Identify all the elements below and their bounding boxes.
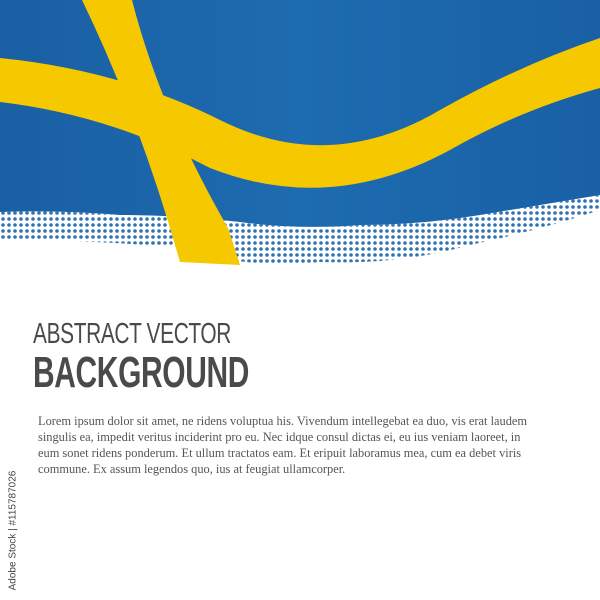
heading-line-2: BACKGROUND <box>33 348 250 397</box>
sweden-flag-graphic <box>0 0 600 290</box>
stock-credit: Adobe Stock | #115787026 <box>7 470 19 591</box>
heading-line-1: ABSTRACT VECTOR <box>33 318 232 350</box>
body-paragraph: Lorem ipsum dolor sit amet, ne ridens voluptua his. Vivendum intellegebat ea duo, vis erat laudem singulis ea, impedit veritus inciderint pro eu. Nec idque consul dictas ei, eu ius veniam laoreet, in eum sonet ridens ponderum. Et ullum tractatos eam. Et eripuit laboramus mea, cum ea debet viris commune. Ex assum legendos quo, ius at feugiat ullamcorper. <box>38 414 528 476</box>
